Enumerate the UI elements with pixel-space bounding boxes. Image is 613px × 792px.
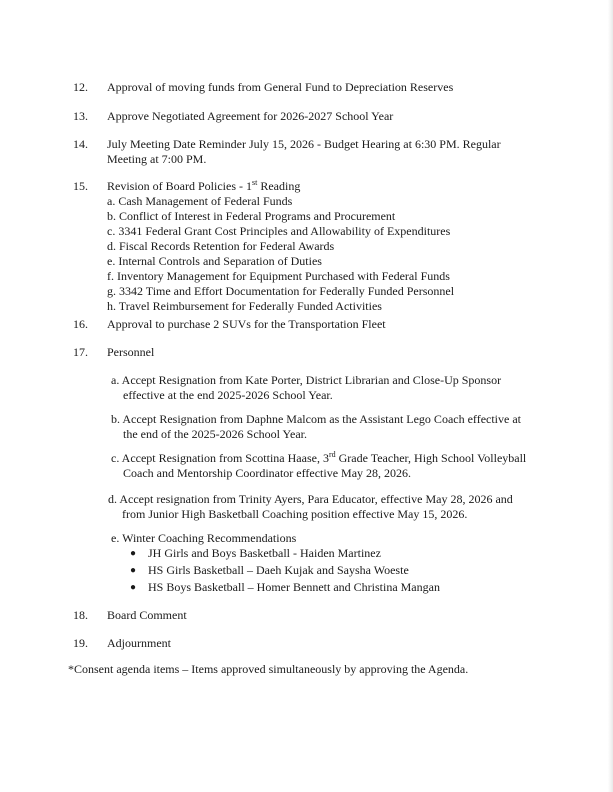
item-number: 15. <box>73 179 88 193</box>
item-number: 14. <box>73 137 88 151</box>
coaching-text: HS Girls Basketball – Daeh Kujak and Saysha Woeste <box>148 563 409 577</box>
personnel-line: effective at the end 2025-2026 School Year. <box>123 388 333 402</box>
item-text <box>107 137 557 167</box>
policy-item: f. Inventory Management for Equipment Purchased with Federal Funds <box>107 269 450 283</box>
item-number: 16. <box>73 317 88 331</box>
scan-edge-shadow <box>608 0 613 792</box>
item-text-line: Meeting at 7:00 PM. <box>107 152 207 166</box>
personnel-line: a. Accept Resignation from Kate Porter, District Librarian and Close-Up Sponsor <box>111 373 502 387</box>
item-number: 17. <box>73 345 88 359</box>
consent-agenda-footnote: *Consent agenda items – Items approved simultaneously by approving the Agenda. <box>68 662 469 676</box>
item-text: Board Comment <box>107 608 187 622</box>
coaching-text: HS Boys Basketball – Homer Bennett and Christina Mangan <box>148 580 440 594</box>
policy-item: h. Travel Reimbursement for Federally Funded Activities <box>107 299 382 313</box>
bullet-icon: ● <box>130 548 137 559</box>
personnel-line: b. Accept Resignation from Daphne Malcom as the Assistant Lego Coach effective at <box>111 412 521 426</box>
personnel-item-e <box>111 531 531 546</box>
personnel-line: Coach and Mentorship Coordinator effective May 28, 2026. <box>123 466 412 480</box>
policy-item: c. 3341 Federal Grant Cost Principles and Allowability of Expenditures <box>107 224 451 238</box>
item-number: 19. <box>73 636 88 650</box>
bullet-icon: ● <box>130 582 137 593</box>
personnel-item-b <box>111 412 531 442</box>
item-text-line: July Meeting Date Reminder July 15, 2026 - Budget Hearing at 6:30 PM. Regular <box>107 137 501 151</box>
personnel-line: d. Accept resignation from Trinity Ayers, Para Educator, effective May 28, 2026 and <box>108 492 513 506</box>
item-text: Approve Negotiated Agreement for 2026-2027 School Year <box>107 109 394 123</box>
item-text: Adjournment <box>107 636 171 650</box>
item-text: Approval to purchase 2 SUVs for the Transportation Fleet <box>107 317 386 331</box>
item-text: Personnel <box>107 345 155 359</box>
policy-item: g. 3342 Time and Effort Documentation for Federally Funded Personnel <box>107 284 455 298</box>
policy-revision-title: Revision of Board Policies - 1st Reading <box>107 178 301 193</box>
item-number: 13. <box>73 109 88 123</box>
personnel-line: from Junior High Basketball Coaching position effective May 15, 2026. <box>122 507 468 521</box>
personnel-line: the end of the 2025-2026 School Year. <box>123 427 307 441</box>
personnel-line: c. Accept Resignation from Scottina Haase, 3rd Grade Teacher, High School Volleyball <box>111 450 527 465</box>
item-number: 12. <box>73 80 88 94</box>
policy-item: a. Cash Management of Federal Funds <box>107 194 293 208</box>
personnel-item-c <box>111 451 531 481</box>
policy-item: d. Fiscal Records Retention for Federal Awards <box>107 239 335 253</box>
policy-revision-list <box>107 179 547 314</box>
item-number: 18. <box>73 608 88 622</box>
policy-item: b. Conflict of Interest in Federal Programs and Procurement <box>107 209 396 223</box>
coaching-text: JH Girls and Boys Basketball - Haiden Martinez <box>148 546 381 560</box>
policy-item: e. Internal Controls and Separation of Duties <box>107 254 322 268</box>
item-text: Approval of moving funds from General Fund to Depreciation Reserves <box>107 80 454 94</box>
personnel-item-d <box>108 492 528 522</box>
personnel-item-a <box>111 373 531 403</box>
winter-coaching-title: e. Winter Coaching Recommendations <box>111 531 297 545</box>
bullet-icon: ● <box>130 565 137 576</box>
